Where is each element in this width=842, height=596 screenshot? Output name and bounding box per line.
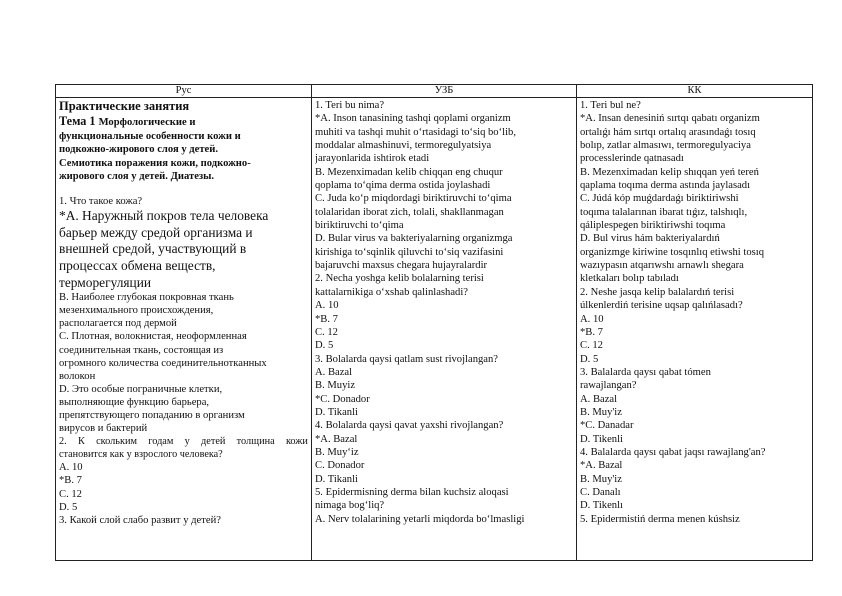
header-ru: Рус xyxy=(56,85,312,98)
kk-line: toqıma talalarınan ibarat tıǵız, talshıqlı, xyxy=(580,206,748,218)
uz-line: D. Tikanli xyxy=(315,473,358,485)
kk-line: kletkaları bolıp tabıladı xyxy=(580,273,679,285)
uz-line: D. Tikanli xyxy=(315,406,358,418)
uz-line: kattalarnikiga oʻxshab qalinlashadi? xyxy=(315,286,468,298)
kk-line: D. Tikenlı xyxy=(580,500,623,512)
uz-line: 4. Bolalarda qaysi qavat yaxshi rivojlangan? xyxy=(315,420,504,432)
ru-q1-option-b: мезенхимального происхождения, xyxy=(59,305,214,317)
ru-topic-line-5: жирового слоя у детей. Диатезы. xyxy=(59,170,215,182)
ru-q1-answer-line: терморегуляции xyxy=(59,274,152,290)
uz-line: tolalaridan iborat zich, tolali, shakllanmagan xyxy=(315,206,504,218)
table-header-row xyxy=(56,85,813,98)
kk-cell xyxy=(577,98,813,561)
question-table xyxy=(55,84,813,561)
ru-cell xyxy=(56,98,312,561)
header-kk: КК xyxy=(577,85,813,98)
kk-line: 3. Balalarda qaysı qabat tómen xyxy=(580,366,711,378)
kk-text xyxy=(580,99,809,526)
uz-line: nimaga bogʻliq? xyxy=(315,500,385,512)
uz-line: C. 12 xyxy=(315,326,338,338)
uz-line: D. Bular virus va bakteriyalarning organizmga xyxy=(315,233,513,245)
uz-line: muhiti va tashqi muhit oʻrtasidagi toʻsiq boʻlib, xyxy=(315,126,516,138)
uz-line: B. Muyʻiz xyxy=(315,446,359,458)
ru-q1-option-c: огромного количества соединительнотканных xyxy=(59,357,267,369)
kk-line: A. 10 xyxy=(580,313,604,325)
ru-q1-option-c: соединительная ткань, состоящая из xyxy=(59,344,224,356)
ru-q1-answer-line: внешней средой, участвующий в xyxy=(59,241,247,257)
kk-line: B. Muy'iz xyxy=(580,473,622,485)
ru-q1-option-c: волокон xyxy=(59,370,96,382)
kk-line: rawajlangan? xyxy=(580,380,637,392)
header-uz: УЗБ xyxy=(312,85,577,98)
ru-q1-option-d: выполняющие функцию барьера, xyxy=(59,396,210,408)
kk-line: C. 12 xyxy=(580,340,603,352)
ru-q2-option-a: A. 10 xyxy=(59,462,83,474)
kk-line: D. Tikenli xyxy=(580,433,623,445)
ru-question-1: 1. Что такое кожа? xyxy=(59,196,143,208)
ru-q1-answer-line: барьер между средой организма и xyxy=(59,224,253,240)
uz-text xyxy=(315,99,573,526)
ru-topic-line-3: подкожно-жирового слоя у детей. xyxy=(59,144,218,156)
uz-line: kirishiga toʻsqinlik qiluvchi toʻsiq vazifasini xyxy=(315,246,504,258)
kk-line: processlerinde qatnasadı xyxy=(580,153,684,165)
ru-topic-line-2: функциональные особенности кожи и xyxy=(59,131,241,142)
uz-line: 3. Bolalarda qaysi qatlam sust rivojlangan? xyxy=(315,353,498,365)
kk-line: 1. Teri bul ne? xyxy=(580,100,641,111)
ru-q1-option-b: B. Наиболее глубокая покровная ткань xyxy=(59,292,234,304)
ru-q2-option-b: *B. 7 xyxy=(59,475,82,487)
uz-cell xyxy=(312,98,577,561)
uz-line: 5. Epidermisning derma bilan kuchsiz aloqasi xyxy=(315,486,509,498)
kk-line: C. Júdá kóp muǵdardaǵı biriktiriwshi xyxy=(580,193,739,205)
ru-q1-option-c: C. Плотная, волокнистая, неоформленная xyxy=(59,331,247,343)
uz-line: B. Mezenximadan kelib chiqqan eng chuqur xyxy=(315,166,503,178)
kk-line: 2. Neshe jasqa kelip balalardıń terisi xyxy=(580,286,735,298)
kk-line: B. Muy'iz xyxy=(580,406,622,418)
kk-line: 5. Epidermistiń derma menen kúshsiz xyxy=(580,513,740,525)
uz-line: B. Muyiz xyxy=(315,380,356,392)
uz-line: 1. Teri bu nima? xyxy=(315,100,385,111)
ru-q1-answer-line: *А. Наружный покров тела человека xyxy=(59,208,269,224)
kk-line: wazıypasın atqarıwshı arnawlı shegara xyxy=(580,260,744,272)
ru-title: Практические занятия xyxy=(59,99,190,113)
kk-line: *A. Insan denesiniń sırtqı qabatı organizm xyxy=(580,113,760,125)
kk-line: A. Bazal xyxy=(580,393,618,405)
kk-line: *A. Bazal xyxy=(580,460,623,472)
uz-line: jarayonlarida ishtirok etadi xyxy=(315,153,430,165)
uz-line: A. Bazal xyxy=(315,366,353,378)
uz-line: D. 5 xyxy=(315,340,334,352)
ru-topic-line-1: Тема 1 Морфологические и xyxy=(59,114,196,128)
ru-question-3: 3. Какой слой слабо развит у детей? xyxy=(59,514,221,526)
uz-line: bajaruvchi maxsus chegara hujayralardir xyxy=(315,260,488,272)
uz-line: moddalar almashinuvi, termoregulyatsiya xyxy=(315,140,492,152)
kk-line: qáliplespegen biriktiriwshi toqıma xyxy=(580,220,726,232)
uz-line: qoplama toʻqima derma ostida joylashadi xyxy=(315,180,491,192)
table-row xyxy=(56,98,813,561)
kk-line: *C. Danadar xyxy=(580,420,634,432)
kk-line: qaplama toqıma derma astında jaylasadı xyxy=(580,180,751,192)
ru-question-2: 2. К скольким годам у детей толщина кожи xyxy=(59,436,308,448)
kk-line: D. 5 xyxy=(580,353,599,365)
ru-q1-option-d: вирусов и бактерий xyxy=(59,423,148,435)
uz-line: C. Juda koʻp miqdordagi biriktiruvchi toʻqima xyxy=(315,193,512,205)
kk-line: ortalıǵı hám sırtqı ortalıq arasındaǵı tosıq xyxy=(580,126,756,138)
ru-q1-option-d: D. Это особые пограничные клетки, xyxy=(59,383,223,395)
ru-topic-line-4: Семиотика поражения кожи, подкожно- xyxy=(59,157,251,169)
kk-line: D. Bul virus hám bakteriyalardıń xyxy=(580,233,720,245)
ru-q1-answer-line: процессах обмена веществ, xyxy=(59,257,216,273)
kk-line: 4. Balalarda qaysı qabat jaqsı rawajlang'an? xyxy=(580,446,766,458)
uz-line: biriktiruvchi toʻqima xyxy=(315,220,404,232)
kk-line: organizmge kiriwine tosqınlıq etiwshi tosıq xyxy=(580,246,764,258)
ru-q1-option-b: располагается под дермой xyxy=(59,318,177,330)
uz-line: *A. Inson tanasining tashqi qoplami organizm xyxy=(315,113,511,125)
uz-line: A. 10 xyxy=(315,300,339,312)
ru-q2-option-d: D. 5 xyxy=(59,501,78,513)
ru-q2-option-c: C. 12 xyxy=(59,488,82,500)
uz-line: 2. Necha yoshga kelib bolalarning terisi xyxy=(315,273,484,285)
kk-line: úlkenlerdiń terisine uqsap qalıńlasadı? xyxy=(580,300,743,312)
uz-line: C. Donador xyxy=(315,460,365,472)
ru-question-2-cont: становится как у взрослого человека? xyxy=(59,449,223,461)
uz-line: A. Nerv tolalarining yetarli miqdorda boʻlmasligi xyxy=(315,513,525,525)
kk-line: B. Mezenximadan kelip shıqqan yeń tereń xyxy=(580,166,759,178)
kk-line: bolıp, zatlar almasıwı, termoregulyaciya xyxy=(580,140,751,152)
uz-line: *B. 7 xyxy=(315,313,338,325)
uz-line: *C. Donador xyxy=(315,393,370,405)
uz-line: *A. Bazal xyxy=(315,433,358,445)
kk-line: C. Danalı xyxy=(580,486,621,498)
ru-q1-option-d: препятствующего попаданию в организм xyxy=(59,410,245,421)
kk-line: *B. 7 xyxy=(580,326,603,338)
